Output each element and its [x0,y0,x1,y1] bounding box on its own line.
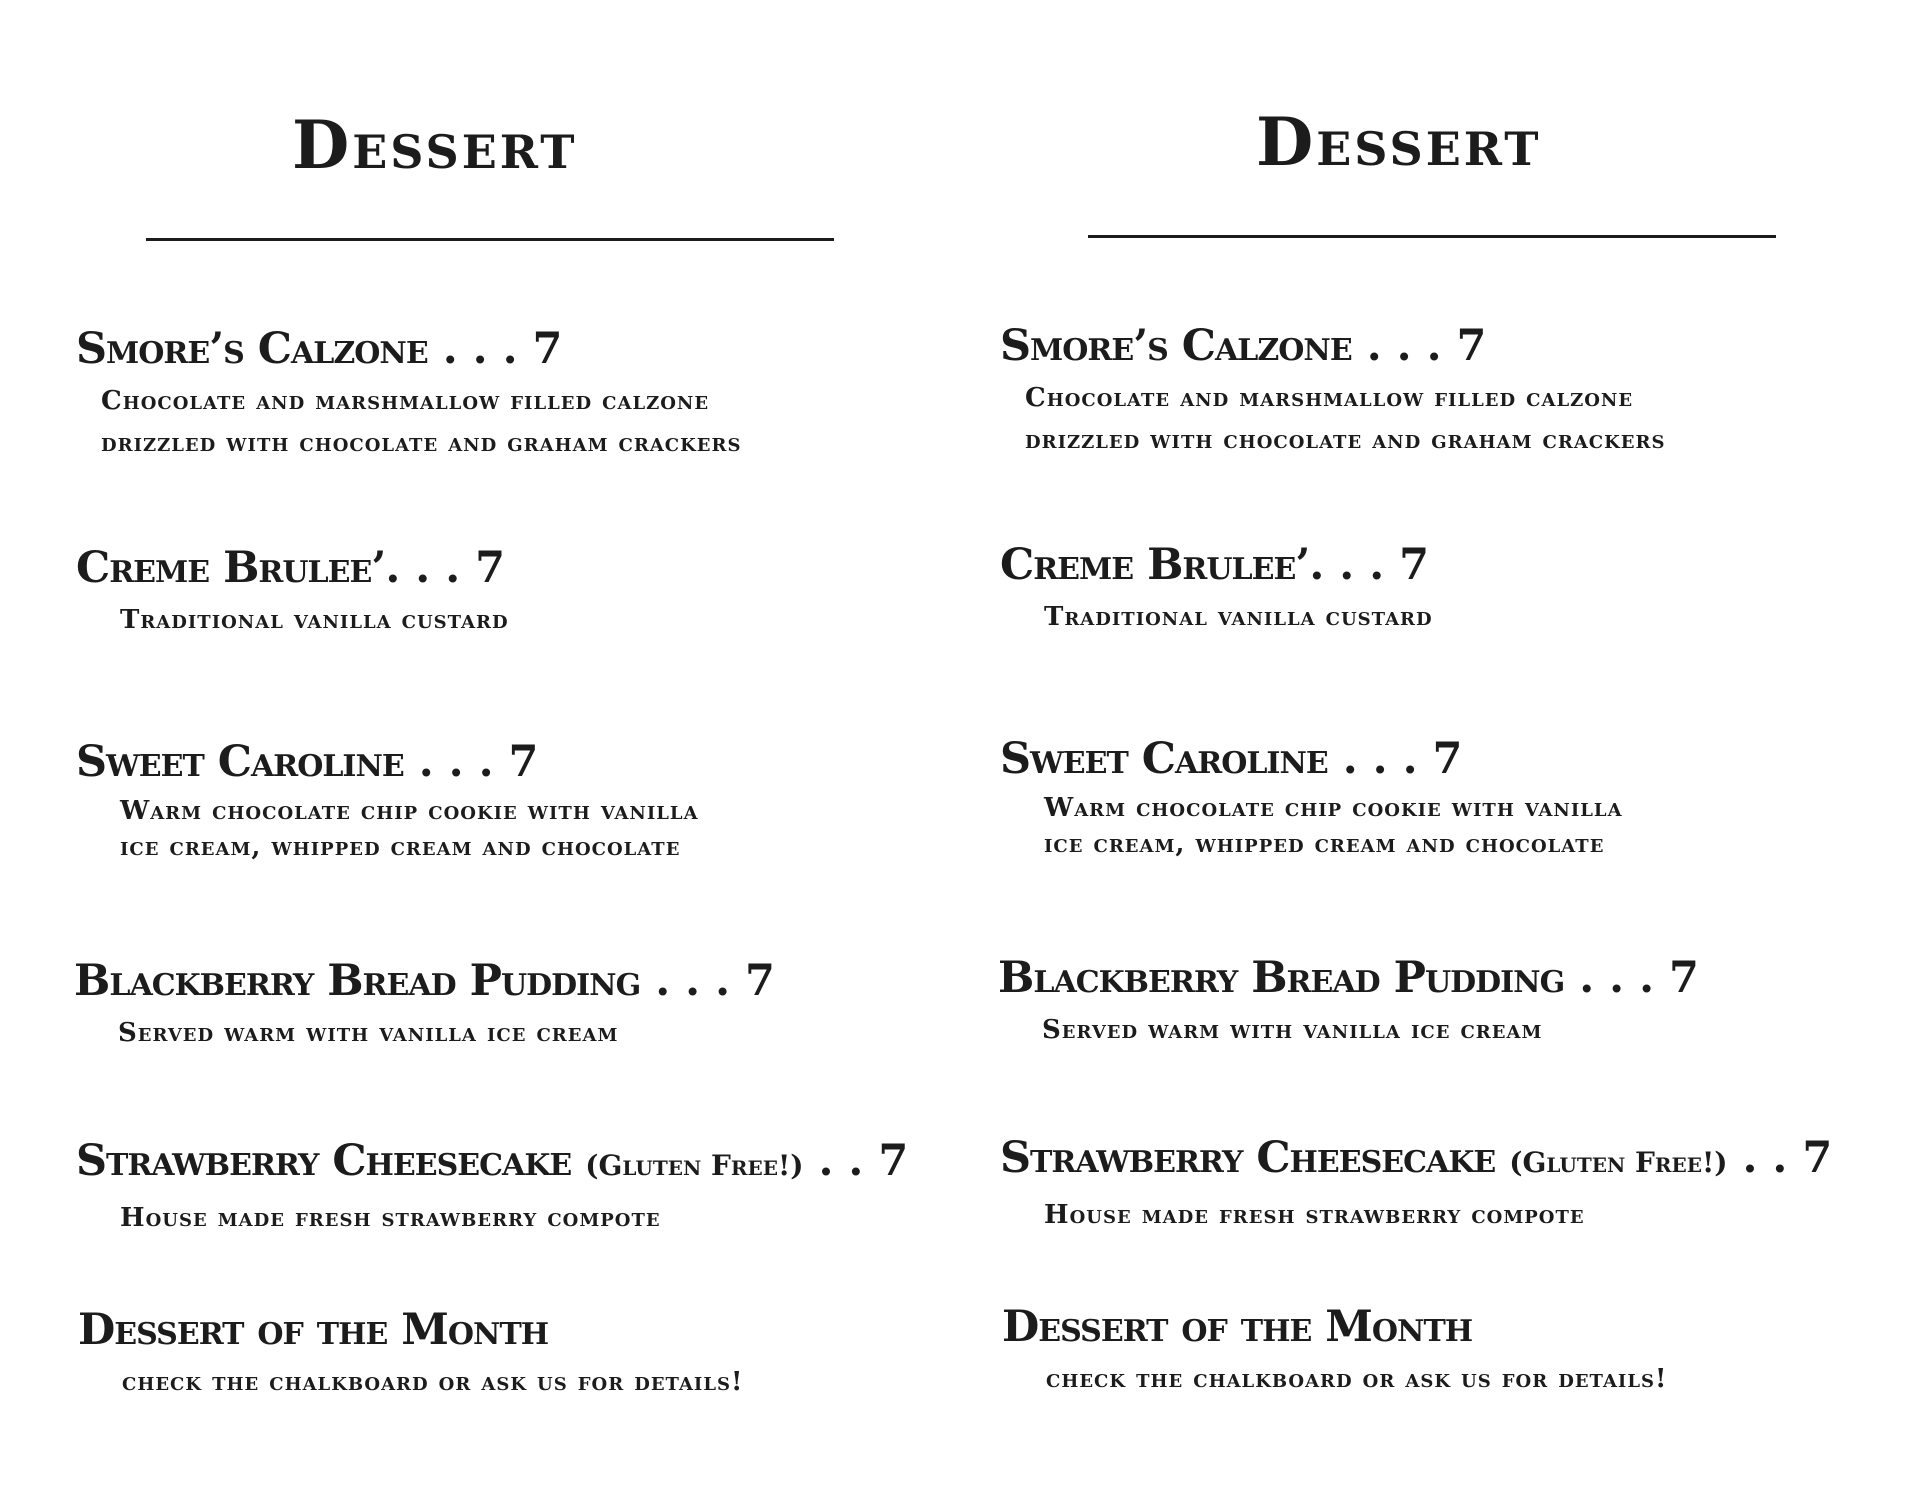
menu-page-right [922,0,1882,1491]
menu-item-blackberry-bread-pudding [998,953,1699,1051]
item-description-line: Warm chocolate chip cookie with vanilla [1044,793,1623,823]
menu-item-blackberry-bread-pudding [74,956,775,1054]
menu-item-dessert-of-the-month [78,1305,743,1403]
gluten-free-note: (Gluten Free!) [585,1149,804,1182]
item-description-line: check the chalkboard or ask us for details! [1046,1364,1668,1394]
item-description-line: Warm chocolate chip cookie with vanilla [120,796,699,826]
menu-item-creme-brulee [1000,540,1433,638]
item-heading [76,737,699,787]
item-heading [1000,321,1665,371]
item-name: Strawberry Cheesecake [1000,1133,1496,1183]
item-heading [1000,1133,1832,1188]
item-name: Sweet Caroline [1000,734,1328,784]
item-price: . . . 7 [1327,734,1463,784]
item-description-line: Traditional vanilla custard [1044,602,1433,632]
item-name: Creme Brulee’ [76,543,386,593]
item-description-line: Chocolate and marshmallow filled calzone [1025,383,1634,413]
menu-item-creme-brulee [76,543,509,641]
item-name: Smore’s Calzone [76,324,428,374]
item-name: Dessert of the Month [78,1305,549,1355]
item-description [1044,596,1433,638]
item-name: Creme Brulee’ [1000,540,1310,590]
title-divider [1088,235,1776,238]
menu-item-sweet-caroline [76,737,699,865]
item-description [101,380,741,464]
item-description-line: Chocolate and marshmallow filled calzone [101,386,710,416]
item-name: Dessert of the Month [1002,1302,1473,1352]
item-description-line: Served warm with vanilla ice cream [118,1018,619,1048]
item-name: Blackberry Bread Pudding [74,956,641,1006]
item-description [122,1361,743,1403]
menu-item-dessert-of-the-month [1002,1302,1667,1400]
item-price: . . . 7 [385,543,506,593]
item-description-line: drizzled with chocolate and graham crackers [101,428,742,458]
menu-item-strawberry-cheesecake [76,1136,908,1239]
item-price: . . . 7 [640,956,775,1006]
item-description-line: ice cream, whipped cream and chocolate [1044,829,1605,859]
item-price: . . . 7 [403,737,539,787]
item-price: . . . 7 [1351,321,1487,371]
item-name: Smore’s Calzone [1000,321,1352,371]
item-heading [1000,540,1433,590]
item-heading [998,953,1699,1003]
item-heading [76,543,509,593]
menu-item-smores-calzone [76,324,741,464]
item-description-line: House made fresh strawberry compote [1044,1200,1585,1230]
gluten-free-note: (Gluten Free!) [1509,1146,1728,1179]
item-heading [76,1136,908,1191]
item-description [120,599,509,641]
item-description [1025,377,1665,461]
item-description-line: drizzled with chocolate and graham crackers [1025,425,1666,455]
item-heading [74,956,775,1006]
item-price: . . . 7 [1309,540,1430,590]
menu-item-smores-calzone [1000,321,1665,461]
item-description [120,1197,908,1239]
item-heading [1000,734,1623,784]
menu-title: Dessert [1256,103,1542,181]
item-price: . . 7 [803,1136,909,1186]
menu-title: Dessert [292,106,578,184]
menu-item-strawberry-cheesecake [1000,1133,1832,1236]
item-description-line: House made fresh strawberry compote [120,1203,661,1233]
item-description [120,793,699,865]
item-description [1042,1009,1699,1051]
item-description-line: Served warm with vanilla ice cream [1042,1015,1543,1045]
item-name: Blackberry Bread Pudding [998,953,1565,1003]
item-name: Sweet Caroline [76,737,404,787]
item-heading [78,1305,743,1355]
item-price: . . 7 [1727,1133,1833,1183]
menu-item-sweet-caroline [1000,734,1623,862]
item-description [118,1012,775,1054]
item-description-line: ice cream, whipped cream and chocolate [120,832,681,862]
item-price: . . . 7 [1564,953,1699,1003]
item-name: Strawberry Cheesecake [76,1136,572,1186]
item-heading [76,324,741,374]
item-description [1046,1358,1667,1400]
item-description [1044,790,1623,862]
item-description-line: Traditional vanilla custard [120,605,509,635]
item-heading [1002,1302,1667,1352]
item-description-line: check the chalkboard or ask us for details! [122,1367,744,1397]
item-description [1044,1194,1832,1236]
title-divider [146,238,834,241]
item-price: . . . 7 [427,324,563,374]
